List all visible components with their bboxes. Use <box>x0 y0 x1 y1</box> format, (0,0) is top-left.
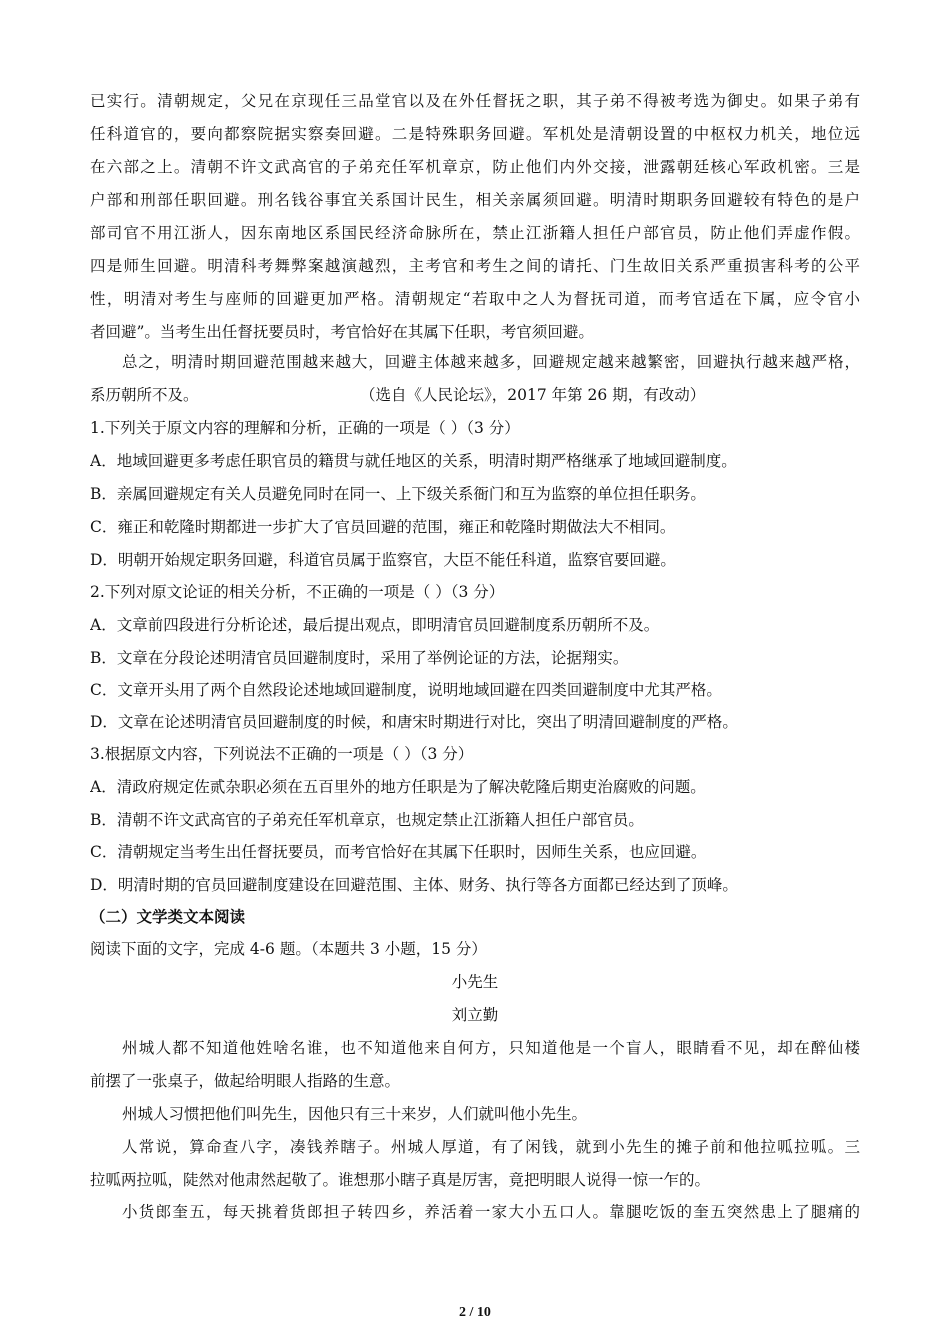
text-line: 部司官不用江浙人，因东南地区系国民经济命脉所在，禁止江浙籍人担任户部官员，防止他们弄虚作假。 <box>90 224 860 242</box>
option-b: B．亲属回避规定有关人员避免同时在同一、上下级关系衙门和互为监察的单位担任职务。 <box>90 485 706 503</box>
text-line: 性，明清对考生与座师的回避更加严格。清朝规定“若取中之人为督抚司道，而考官适在下属，应令官小 <box>90 290 860 308</box>
text-line: 户部和刑部任职回避。刑名钱谷事宜关系国计民生，相关亲属须回避。明清时期职务回避较有特色的是户 <box>90 191 860 209</box>
story-line: 州城人都不知道他姓啥名谁，也不知道他来自何方，只知道他是一个盲人，眼睛看不见，却在醉仙楼 <box>122 1039 860 1057</box>
option-b: B．清朝不许文武高官的子弟充任军机章京，也规定禁止江浙籍人担任户部官员。 <box>90 811 644 829</box>
option-a: A．地域回避更多考虑任职官员的籍贯与就任地区的关系，明清时期严格继承了地域回避制度。 <box>90 452 737 470</box>
story-line: 拉呱两拉呱，陡然对他肃然起敬了。谁想那小瞎子真是厉害，竟把明眼人说得一惊一乍的。 <box>90 1171 711 1189</box>
option-a: A．清政府规定佐贰杂职必须在五百里外的地方任职是为了解决乾隆后期吏治腐败的问题。 <box>90 778 706 796</box>
text-line: 已实行。清朝规定，父兄在京现任三品堂官以及在外任督抚之职，其子弟不得被考选为御史。如果子弟有 <box>90 92 860 110</box>
question-stem: 2.下列对原文论证的相关分析，不正确的一项是（ ）（3 分） <box>90 583 505 601</box>
story-title: 小先生 <box>451 973 499 991</box>
story-line: 前摆了一张桌子，做起给明眼人指路的生意。 <box>90 1072 401 1090</box>
question-stem: 3.根据原文内容，下列说法不正确的一项是（ ）（3 分） <box>90 745 474 763</box>
option-d: D．文章在论述明清官员回避制度的时候，和唐宋时期进行对比，突出了明清回避制度的严格。 <box>90 713 738 731</box>
source-citation: （选自《人民论坛》，2017 年第 26 期，有改动） <box>360 386 706 404</box>
option-a: A．文章前四段进行分析论述，最后提出观点，即明清官员回避制度系历朝所不及。 <box>90 616 660 634</box>
story-line: 州城人习惯把他们叫先生，因他只有三十来岁，人们就叫他小先生。 <box>122 1105 588 1123</box>
story-author: 刘立勤 <box>451 1006 499 1024</box>
option-c: C．雍正和乾隆时期都进一步扩大了官员回避的范围，雍正和乾隆时期做法大不相同。 <box>90 518 676 536</box>
story-line: 小货郎奎五，每天挑着货郎担子转四乡，养活着一家大小五口人。靠腿吃饭的奎五突然患上了腿痛的 <box>122 1203 860 1221</box>
summary-line: 总之，明清时期回避范围越来越大，回避主体越来越多，回避规定越来越繁密，回避执行越来越严格， <box>122 353 860 371</box>
option-b: B．文章在分段论述明清官员回避制度时，采用了举例论证的方法，论据翔实。 <box>90 649 629 667</box>
text-line: 者回避”。当考生出任督抚要员时，考官恰好在其属下任职，考官须回避。 <box>90 323 594 341</box>
text-line: 在六部之上。清朝不许文武高官的子弟充任军机章京，防止他们内外交接，泄露朝廷核心军政机密。三是 <box>90 158 860 176</box>
section-instruction: 阅读下面的文字，完成 4-6 题。（本题共 3 小题，15 分） <box>90 940 487 958</box>
question-stem: 1.下列关于原文内容的理解和分析，正确的一项是（ ）（3 分） <box>90 419 520 437</box>
summary-line: 系历朝所不及。 <box>90 386 199 404</box>
option-d: D．明清时期的官员回避制度建设在回避范围、主体、财务、执行等各方面都已经达到了顶峰。 <box>90 876 738 894</box>
story-line: 人常说，算命查八字，凑钱养瞎子。州城人厚道，有了闲钱，就到小先生的摊子前和他拉呱拉呱。三 <box>122 1138 860 1156</box>
option-c: C．清朝规定当考生出任督抚要员，而考官恰好在其属下任职时，因师生关系，也应回避。 <box>90 843 707 861</box>
section-heading: （二）文学类文本阅读 <box>90 908 246 926</box>
option-c: C．文章开头用了两个自然段论述地域回避制度，说明地域回避在四类回避制度中尤其严格。 <box>90 681 722 699</box>
text-line: 四是师生回避。明清科考舞弊案越演越烈，主考官和考生之间的请托、门生故旧关系严重损害科考的公平 <box>90 257 860 275</box>
text-line: 任科道官的，要向都察院据实察奏回避。二是特殊职务回避。军机处是清朝设置的中枢权力机关，地位远 <box>90 125 860 143</box>
option-d: D．明朝开始规定职务回避，科道官员属于监察官，大臣不能任科道，监察官要回避。 <box>90 551 676 569</box>
page-number: 2 / 10 <box>459 1305 491 1320</box>
